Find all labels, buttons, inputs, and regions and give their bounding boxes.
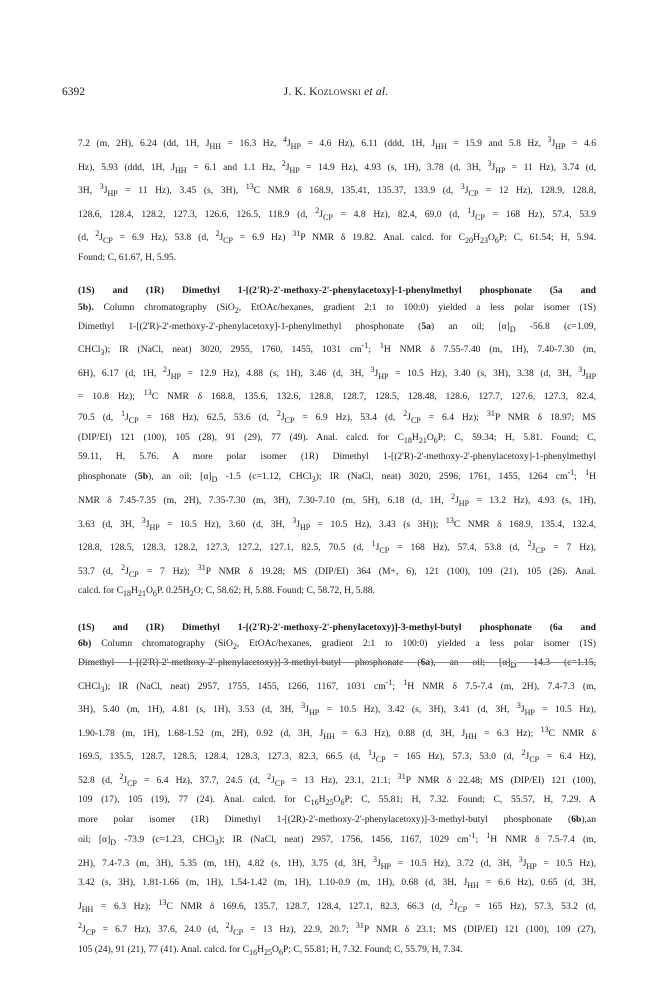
page-header	[62, 86, 610, 102]
text-line: 70.5 (d, $^1J_{CP} = 168$ Hz), 62.5, 53.6 (d, $^2J_{CP} = 6.9$ Hz), 53.4 (d, $^2J_{CP} = 6.4$ Hz); $^{31}$P NMR δ 18.97; MS	[78, 409, 596, 426]
text-line: 2H), 7.4-7.3 (m, 3H), 5.35 (m, 1H), 4.82 (s, 1H), 3.75 (d, 3H, $^3J_{HP} = 10.5$ Hz), 3.72 (d, 3H, $^3J_{HP} = 10.5$ Hz),	[78, 854, 596, 871]
text-line: 1.90-1.78 (m, 1H), 1.68-1.52 (m, 2H), 0.92 (d, 3H, $J_{HH} = 6.3$ Hz), 0.88 (d, 3H, $J_{HH} = 6.3$ Hz); $^{13}$C NMR δ	[78, 724, 596, 741]
text-line: 52.8 (d, $^2J_{CP} = 6.4$ Hz), 37.7, 24.5 (d, $^2J_{CP} = 13$ Hz), 23.1, 21.1; $^{31}$P NMR δ 22.48; MS (DIP/EI) 121 (100),	[78, 771, 596, 788]
text-line: CHCl$_3$); IR (NaCl, neat) 2957, 1755, 1455, 1266, 1167, 1031 $cm^{-1}$; $^1$H NMR δ 7.5-7.4 (m, 2H), 7.4-7.3 (m,	[78, 677, 596, 694]
running-head-etal: et al.	[364, 86, 389, 98]
text-line: Dimethyl 1-[(2'R)-2'-methoxy-2'-phenylacetoxy]-1-phenylmethyl phosphonate (5a) an oil; $[\alpha]_D$ -56.8 (c=1.09,	[78, 321, 596, 334]
text-line: 6H), 6.17 (d, 1H, $^2J_{HP} = 12.9$ Hz), 4.88 (s, 1H), 3.46 (d, 3H, $^3J_{HP} = 10.5$ Hz), 3.40 (s, 3H), 3.38 (d, 3H, $^3J_{HP}$	[78, 364, 596, 381]
text-line: 3.42 (s, 3H), 1.81-1.66 (m, 1H), 1.54-1.42 (m, 1H), 1.10-0.9 (m, 1H), 0.68 (d, 3H, $J_{HH} = 6.6$ Hz), 0.65 (d, 3H,	[78, 877, 596, 891]
text-line: phosphonate (5b), an oil; $[\alpha]_D$ -1.5 (c=1.12, CHCl$_3$); IR (NaCl, neat) 3020, 2596, 1761, 1455, 1264 $cm^{-1}$; $^1$H	[78, 468, 596, 485]
running-head	[62, 86, 610, 98]
text-line: (DIP/EI) 121 (100), 105 (28), 91 (29), 77 (49). Anal. calcd. for $C_{18}H_{21}O_6P$; C, 59.34; H, 5.81. Found; C,	[78, 431, 596, 445]
text-line: (d, $^2J_{CP} = 6.9$ Hz), 53.8 (d, $^2J_{CP} = 6.9$ Hz) $^{31}$P NMR δ 19.82. Anal. calcd. for $C_{20}H_{23}O_6P$; C, 61.54; H, 5.94.	[78, 229, 596, 246]
text-line: Dimethyl 1-[(2'R)-2'-methoxy-2'-phenylacetoxy)]-3-methyl-butyl phosphonate (6a), an oil; $[\alpha]_D$ -14.3 (c=1.15,	[78, 657, 596, 671]
text-line: 6b) Column chromatography (SiO$_2$, EtOAc/hexanes, gradient 2:1 to 100:0) yielded a less polar isomer (1S)	[78, 638, 596, 651]
text-line: 128.6, 128.4, 128.2, 127.3, 126.6, 126.5, 118.9 (d, $^2J_{CP} = 4.8$ Hz), 82.4, 69.0 (d, $^1J_{CP} = 168$ Hz), 57.4, 53.9	[78, 205, 596, 222]
text-line: (1S) and (1R) Dimethyl 1-[(2'R)-2'-methoxy-2'-phenylacetoxy]-1-phenylmethyl phosphonate (5a and	[78, 285, 596, 297]
text-line: 105 (24), 91 (21), 77 (41). Anal. calcd. for $C_{16}H_{25}O_6P$; C, 55.81; H, 7.32. Found; C, 55.79, H, 7.34.	[78, 943, 463, 957]
page-number: 6392	[62, 86, 85, 98]
text-line: 59.11, H, 5.76. A more polar isomer (1R) Dimethyl 1-[(2'R)-2'-methoxy-2'-phenylacetoxy]-1-phenylmethyl	[78, 451, 596, 462]
text-line: $J_{HH} = 6.3$ Hz); $^{13}$C NMR δ 169.6, 135.7, 128.7, 128.4, 127.1, 82.3, 66.3 (d, $^2J_{CP} = 165$ Hz), 57.3, 53.2 (d,	[78, 897, 596, 914]
text-line: $^2J_{CP} = 6.7$ Hz), 37.6, 24.0 (d, $^2J_{CP} = 13$ Hz), 22.9, 20.7; $^{31}$P NMR δ 23.1; MS (DIP/EI) 121 (100), 109 (27),	[78, 921, 596, 938]
text-line: CHCl$_3$); IR (NaCl, neat) 3020, 2955, 1760, 1455, 1031 $cm^{-1}$; $^1$H NMR δ 7.55-7.40 (m, 1H), 7.40-7.30 (m,	[78, 341, 596, 358]
running-head-author: J. K. Kozlowski	[283, 86, 362, 98]
text-line: (1S) and (1R) Dimethyl 1-[(2'R)-2'-methoxy-2'-phenylacetoxy)]-3-methyl-butyl phosphonate (6a and	[78, 621, 596, 633]
text-line: 128.8, 128.5, 128.3, 128.2, 127.3, 127.2, 127.1, 82.5, 70.5 (d, $^1J_{CP} = 168$ Hz), 57.4, 53.8 (d, $^2J_{CP} = 7$ Hz),	[78, 539, 596, 556]
paragraph-compound-5a-5b	[78, 283, 596, 602]
text-line: 7.2 (m, 2H), 6.24 (dd, 1H, $J_{HH} = 16.3$ Hz, $^4J_{HP} = 4.6$ Hz), 6.11 (ddd, 1H, $J_{HH} = 15.9$ and 5.8 Hz, $^3J_{HP} = 4.6$	[78, 135, 596, 152]
text-line: Found; C, 61.67, H, 5.95.	[78, 251, 177, 263]
text-line: 169.5, 135.5, 128.7, 128.5, 128.4, 128.3, 127.3, 82.3, 66.5 (d, $^1J_{CP} = 165$ Hz), 57.3, 53.0 (d, $^2J_{CP} = 6.4$ Hz),	[78, 748, 596, 765]
text-line: oil; $[\alpha]_D$ -73.9 (c=1.23, CHCl$_3$); IR (NaCl, neat) 2957, 1756, 1456, 1167, 1029 $cm^{-1}$; $^1$H NMR δ 7.5-7.4 (m,	[78, 831, 596, 848]
text-line: NMR δ 7.45-7.35 (m, 2H), 7.35-7.30 (m, 3H), 7.30-7.10 (m, 5H), 6.18 (d, 1H, $^2J_{HP} = 13.2$ Hz), 4.93 (s, 1H),	[78, 492, 596, 509]
text-line: 3.63 (d, 3H, $^3J_{HP} = 10.5$ Hz), 3.60 (d, 3H, $^3J_{HP} = 10.5$ Hz), 3.43 (s 3H)); $^{13}$C NMR δ 168.9, 135.4, 132.4,	[78, 515, 596, 532]
text-line: Hz), 5.93 (ddd, 1H, $J_{HH} = 6.1$ and 1.1 Hz, $^2J_{HP} = 14.9$ Hz), 4.93 (s, 1H), 3.78 (d, 3H, $^3J_{HP} = 11$ Hz), 3.74 (d,	[78, 158, 596, 175]
text-line: more polar isomer (1R) Dimethyl 1-[(2R)-2'-methoxy-2'-phenylacetoxy)]-3-methyl-butyl phosphonate (6b),an	[78, 813, 596, 825]
paragraph-compound-6a-6b	[78, 620, 596, 962]
article-body	[78, 132, 596, 978]
text-line: calcd. for $C_{18}H_{21}O_6P$. $0.25H_2O$; C, 58.62; H, 5.88. Found; C, 58.72, H, 5.88.	[78, 585, 375, 599]
text-line: 3H), 5.40 (m, 1H), 4.81 (s, 1H), 3.53 (d, 3H, $^3J_{HP} = 10.5$ Hz), 3.42 (s, 3H), 3.41 (d, 3H, $^3J_{HP} = 10.5$ Hz),	[78, 701, 596, 718]
text-line: = 10.8 Hz); $^{13}$C NMR δ 168.8, 135.6, 132.6, 128.8, 128.7, 128.5, 128.48, 128.6, 127.7, 127.6, 127.3, 82.4,	[78, 388, 596, 403]
paragraph-compound-data-continued	[78, 132, 596, 266]
text-line: 5b). Column chromatography (SiO$_2$, EtOAc/hexanes, gradient 2:1 to 100:0) yielded a less polar isomer (1S)	[78, 301, 596, 315]
text-line: 3H, $^3J_{HP} = 11$ Hz), 3.45 (s, 3H), $^{13}$C NMR δ 168.9, 135.41, 135.37, 133.9 (d, $^3J_{CP} = 12$ Hz), 128.9, 128.8,	[78, 182, 596, 199]
text-line: 53.7 (d, $^2J_{CP} = 7$ Hz); $^{31}$P NMR δ 19.28; MS (DIP/EI) 364 (M+, 6), 121 (100), 109 (21), 105 (26). Anal.	[78, 562, 596, 579]
text-line: 109 (17), 105 (19), 77 (24). Anal. calcd. for $C_{16}H_{25}O_6P$; C, 55.81; H, 7.32. Found; C, 55.57, H, 7.29. A	[78, 794, 596, 808]
